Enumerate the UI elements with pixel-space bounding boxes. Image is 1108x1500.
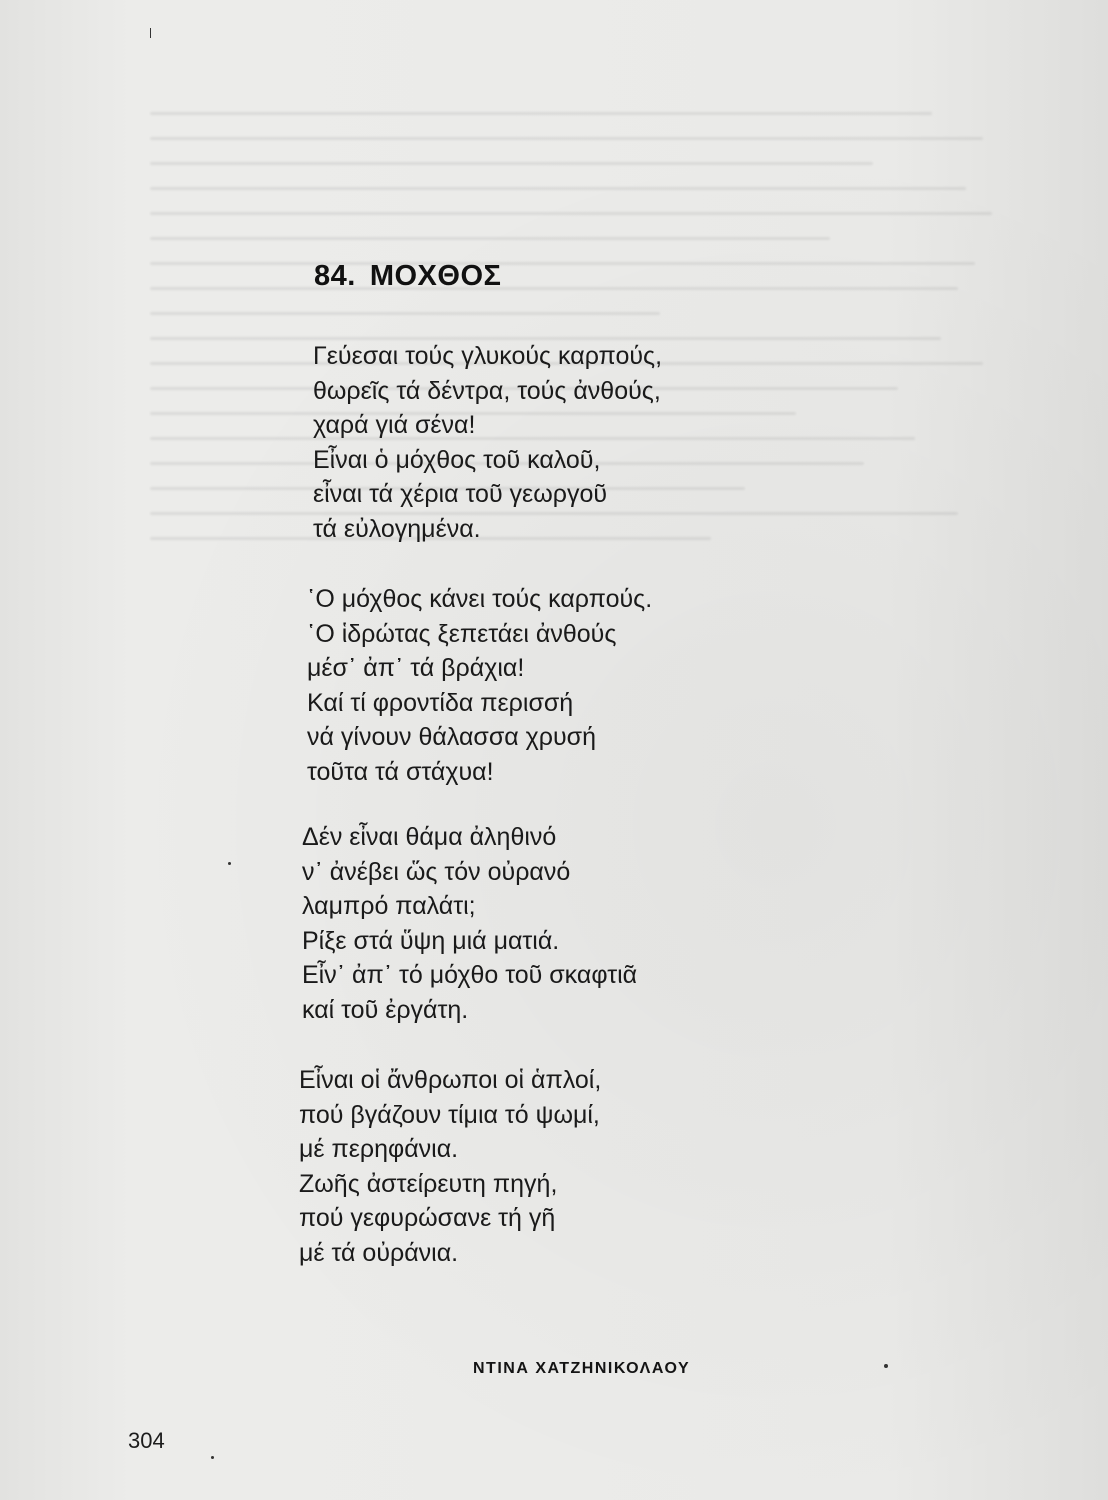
verse-line: Δέν εἶναι θάμα ἀληθινό [302, 823, 557, 851]
poem-number: 84. [314, 260, 356, 292]
verse-line: Γεύεσαι τούς γλυκούς καρπούς, [313, 342, 663, 370]
verse-line: λαμπρό παλάτι; [302, 892, 476, 920]
verse-line: ῾Ο μόχθος κάνει τούς καρπούς. [307, 585, 653, 613]
verse-line: μέσ᾿ ἀπ᾿ τά βράχια! [307, 654, 525, 682]
verse-line: ν᾿ ἀνέβει ὥς τόν οὐρανό [302, 857, 571, 886]
poem-title-text: ΜΟΧΘΟΣ [369, 260, 502, 292]
verse-line: θωρεῖς τά δέντρα, τούς ἀνθούς, [313, 376, 661, 405]
verse-line: εἶναι τά χέρια τοῦ γεωργοῦ [313, 480, 608, 508]
poem-title [314, 260, 501, 293]
verse-line: τοῦτα τά στάχυα! [307, 757, 494, 786]
dust-speck [228, 862, 231, 865]
verse-line: Εἶναι ὁ μόχθος τοῦ καλοῦ, [313, 445, 601, 474]
author-name: ΝΤΙΝΑ ΧΑΤΖΗΝΙΚΟΛΑΟΥ [473, 1360, 691, 1377]
verse-line: Καί τί φροντίδα περισσή [307, 688, 574, 717]
stanza-3 [302, 820, 637, 1027]
verse-line: Ρίξε στά ὕψη μιά ματιά. [302, 926, 560, 955]
verse-line: ῾Ο ἱδρώτας ξεπετάει ἀνθούς [307, 619, 617, 648]
verse-line: πού γεφυρώσανε τή γῆ [299, 1204, 556, 1232]
stanza-4 [299, 1063, 601, 1270]
verse-line: Ζωῆς ἀστείρευτη πηγή, [299, 1169, 558, 1198]
verse-line: τά εὐλογημένα. [313, 514, 481, 543]
dust-speck [211, 1456, 214, 1459]
verse-line: καί τοῦ ἐργάτη. [302, 995, 469, 1024]
verse-line: Εἶναι οἱ ἄνθρωποι οἱ ἁπλοί, [299, 1066, 602, 1094]
stanza-1 [313, 339, 662, 546]
verse-line: νά γίνουν θάλασσα χρυσή [307, 723, 597, 751]
verse-line: μέ τά οὐράνια. [299, 1238, 459, 1267]
verse-line: μέ περηφάνια. [299, 1135, 459, 1163]
verse-line: χαρά γιά σένα! [313, 411, 476, 439]
dust-speck [884, 1364, 888, 1368]
verse-line: Εἶν᾿ ἀπ᾿ τό μόχθο τοῦ σκαφτιᾶ [302, 961, 638, 989]
verse-line: πού βγάζουν τίμια τό ψωμί, [299, 1100, 600, 1129]
stanza-2 [307, 582, 652, 789]
page-number: 304 [128, 1428, 165, 1453]
dust-speck [150, 28, 151, 38]
